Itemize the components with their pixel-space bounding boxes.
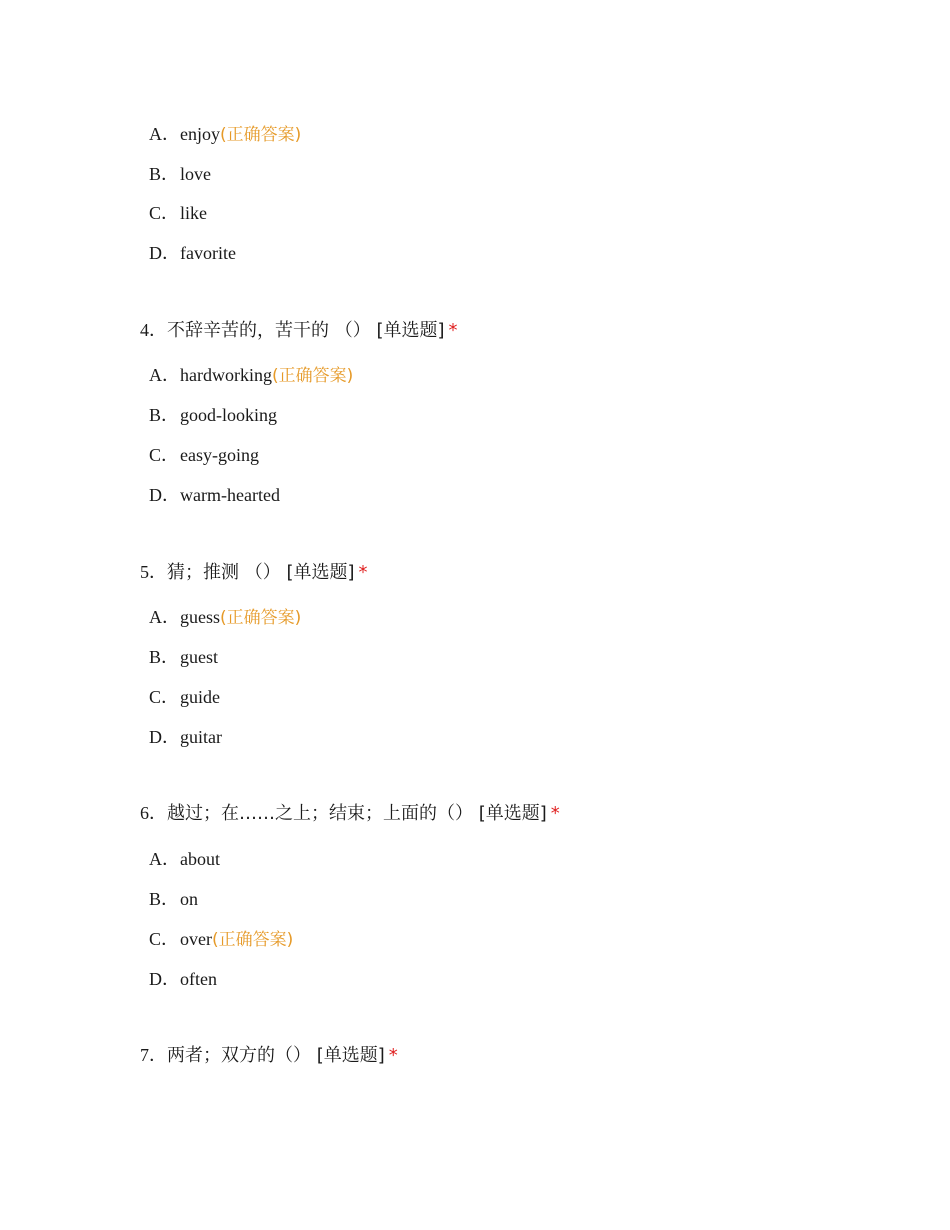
option-letter: A． — [149, 124, 180, 144]
option-text: over — [180, 929, 212, 949]
option-text: guess — [180, 607, 220, 627]
option-c[interactable] — [149, 201, 207, 225]
option-letter: B． — [149, 405, 180, 425]
option-letter: A． — [149, 365, 180, 385]
option-text: about — [180, 849, 220, 869]
question-number: 4． — [140, 320, 167, 340]
option-letter: B． — [149, 164, 180, 184]
option-letter: A． — [149, 607, 180, 627]
option-text: good-looking — [180, 405, 277, 425]
option-a[interactable] — [149, 605, 301, 630]
option-a[interactable] — [149, 363, 353, 388]
option-text: warm-hearted — [180, 485, 280, 505]
option-text: love — [180, 164, 211, 184]
option-letter: D． — [149, 727, 180, 747]
option-c[interactable] — [149, 685, 220, 709]
option-letter: D． — [149, 243, 180, 263]
option-text: favorite — [180, 243, 236, 263]
question-title — [140, 801, 560, 826]
option-a[interactable] — [149, 847, 220, 871]
question-prompt: 猜；推测 （） — [167, 562, 281, 583]
option-text: on — [180, 889, 198, 909]
question-type: [单选题] — [286, 562, 355, 583]
option-text: easy-going — [180, 445, 259, 465]
option-d[interactable] — [149, 725, 222, 749]
option-d[interactable] — [149, 967, 217, 991]
option-letter: D． — [149, 485, 180, 505]
option-c[interactable] — [149, 443, 259, 467]
option-b[interactable] — [149, 403, 277, 427]
option-text: like — [180, 203, 207, 223]
question-prompt: 两者；双方的（） — [167, 1045, 311, 1066]
option-letter: C． — [149, 687, 180, 707]
question-type: [单选题] — [478, 803, 547, 824]
option-b[interactable] — [149, 162, 211, 186]
option-letter: D． — [149, 969, 180, 989]
option-letter: A． — [149, 849, 180, 869]
question-title — [140, 560, 368, 585]
question-type: [单选题] — [376, 320, 445, 341]
question-title — [140, 1043, 398, 1068]
question-prompt: 不辞辛苦的，苦干的 （） — [167, 320, 371, 341]
option-b[interactable] — [149, 645, 218, 669]
option-a[interactable] — [149, 122, 301, 147]
required-mark: * — [388, 1045, 398, 1066]
option-d[interactable] — [149, 241, 236, 265]
option-text: hardworking — [180, 365, 272, 385]
question-number: 6． — [140, 803, 167, 823]
option-text: often — [180, 969, 217, 989]
question-number: 7． — [140, 1045, 167, 1065]
required-mark: * — [448, 320, 458, 341]
option-b[interactable] — [149, 887, 198, 911]
option-letter: C． — [149, 929, 180, 949]
question-title — [140, 318, 458, 343]
question-prompt: 越过；在……之上；结束；上面的（） — [167, 803, 473, 824]
option-text: enjoy — [180, 124, 220, 144]
correct-answer-tag: (正确答案) — [220, 125, 302, 145]
option-letter: C． — [149, 203, 180, 223]
required-mark: * — [358, 562, 368, 583]
option-letter: B． — [149, 889, 180, 909]
correct-answer-tag: (正确答案) — [220, 608, 302, 628]
option-text: guest — [180, 647, 218, 667]
option-text: guitar — [180, 727, 222, 747]
option-c[interactable] — [149, 927, 293, 952]
option-text: guide — [180, 687, 220, 707]
correct-answer-tag: (正确答案) — [211, 930, 294, 950]
correct-answer-tag: (正确答案) — [271, 366, 354, 386]
option-letter: C． — [149, 445, 180, 465]
question-number: 5． — [140, 562, 167, 582]
required-mark: * — [550, 803, 560, 824]
question-type: [单选题] — [316, 1045, 385, 1066]
option-d[interactable] — [149, 483, 280, 507]
option-letter: B． — [149, 647, 180, 667]
